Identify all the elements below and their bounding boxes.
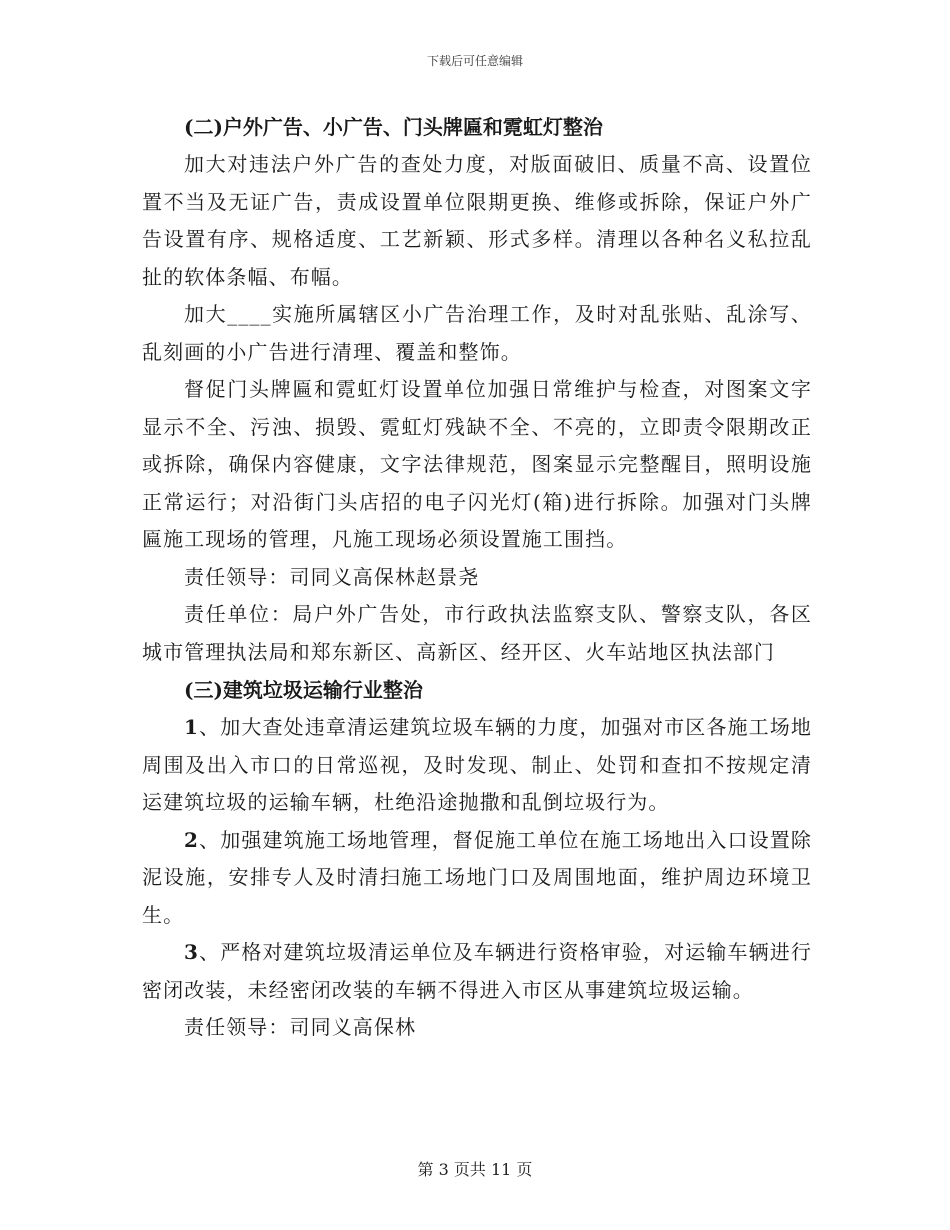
section-heading-2: (二)户外广告、小广告、门头牌匾和霓虹灯整治 (184, 115, 603, 139)
responsible-unit: 责任单位：局户外广告处，市行政执法监察支队、警察支队，各区城市管理执法局和郑东新区、高新区、经开区、火车站地区执法部门 (142, 602, 812, 664)
list-item (142, 709, 812, 822)
item-number: 2 (184, 827, 200, 852)
list-item (142, 934, 812, 1009)
section-heading-3: (三)建筑垃圾运输行业整治 (184, 678, 423, 702)
responsible-leader: 责任领导：司同义高保林赵景尧 (184, 564, 480, 589)
item-text: 、严格对建筑垃圾清运单位及车辆进行资格审验，对运输车辆进行密闭改装，未经密闭改装的车辆不得进入市区从事建筑垃圾运输。 (142, 940, 812, 1002)
item-text: 、加大查处违章清运建筑垃圾车辆的力度，加强对市区各施工场地周围及出入市口的日常巡视，及时发现、制止、处罚和查扣不按规定清运建筑垃圾的运输车辆，杜绝沿途抛撒和乱倒垃圾行为。 (142, 715, 812, 814)
page-header-note: 下载后可任意编辑 (426, 54, 523, 68)
paragraph: 加大对违法户外广告的查处力度，对版面破旧、质量不高、设置位置不当及无证广告，责成设置单位限期更换、维修或拆除，保证户外广告设置有序、规格适度、工艺新颖、形式多样。清理以各种名义私拉乱扯的软体条幅、布幅。 (142, 152, 812, 289)
item-number: 3 (184, 940, 200, 964)
list-item (142, 822, 812, 935)
item-text: 、加强建筑施工场地管理，督促施工单位在施工场地出入口设置除泥设施，安排专人及时清扫施工场地门口及周围地面，维护周边环境卫生。 (142, 827, 812, 927)
page-number: 第 3 页共 11 页 (417, 1160, 533, 1179)
responsible-leader: 责任领导：司同义高保林 (184, 1015, 417, 1039)
paragraph: 加大____实施所属辖区小广告治理工作，及时对乱张贴、乱涂写、乱刻画的小广告进行清理、覆盖和整饰。 (142, 302, 812, 364)
item-number: 1 (184, 715, 200, 739)
document-body (142, 108, 812, 1047)
paragraph: 督促门头牌匾和霓虹灯设置单位加强日常维护与检查，对图案文字显示不全、污浊、损毁、霓虹灯残缺不全、不亮的，立即责令限期改正或拆除，确保内容健康，文字法律规范，图案显示完整醒目，照明设施正常运行；对沿街门头店招的电子闪光灯(箱)进行拆除。加强对门头牌匾施工现场的管理，凡施工现场必须设置施工围挡。 (142, 377, 812, 551)
